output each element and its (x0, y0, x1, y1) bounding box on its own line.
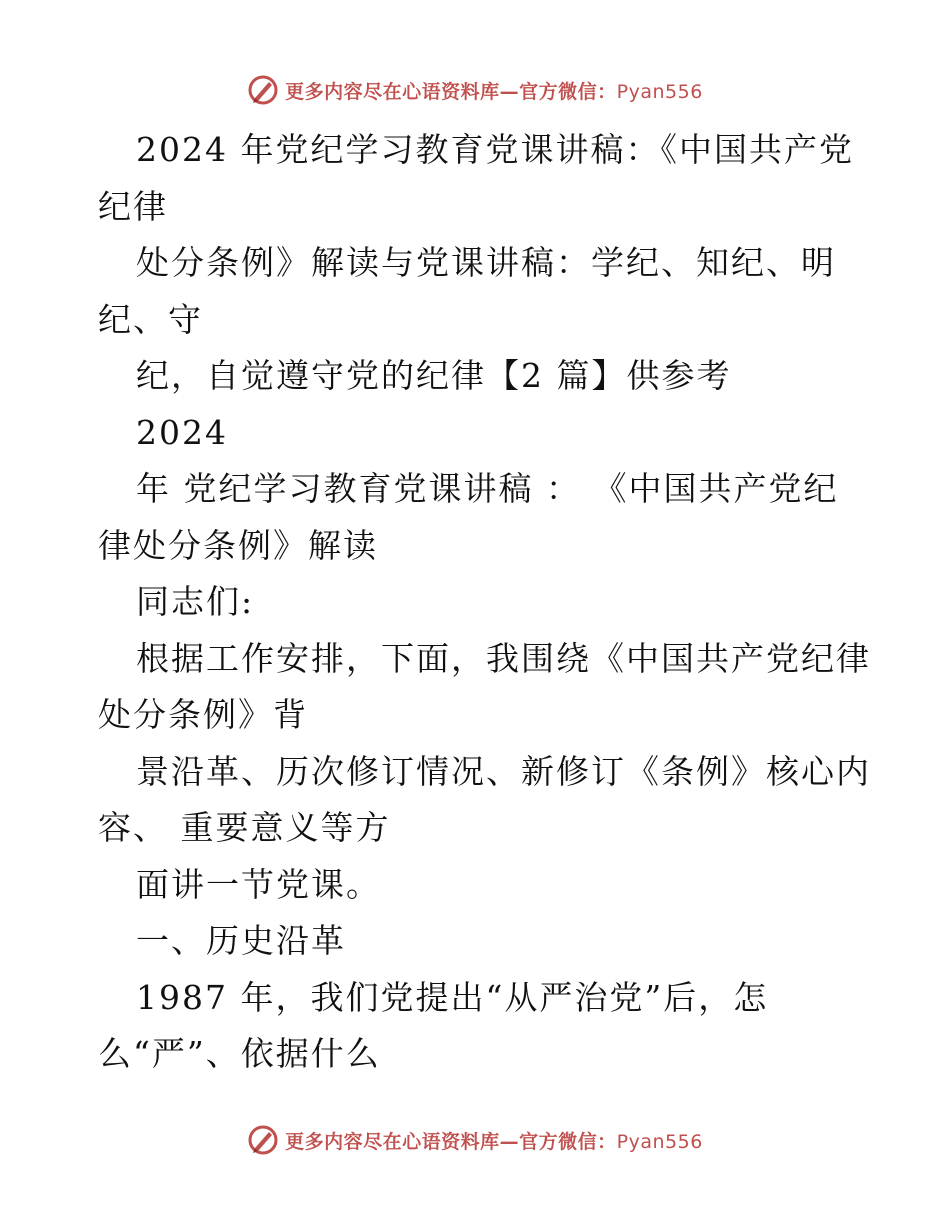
text-line: 律处分条例》解读 (98, 525, 378, 565)
text-line: 纪、守 (98, 299, 203, 339)
header-banner (0, 70, 950, 110)
banner-label: 更多内容尽在心语资料库—官方微信： (285, 1130, 617, 1153)
text-line: 容、 重要意义等方 (98, 808, 391, 847)
text-line: 根据工作安排，下面，我围绕《中国共产党纪律 (136, 638, 871, 678)
text-line: 景沿革、历次修订情况、新修订《条例》核心内 (136, 751, 871, 791)
wechat-id: Pyan556 (616, 1130, 703, 1153)
text-line: 纪律 (98, 186, 168, 226)
text-line: 2024 年党纪学习教育党课讲稿：《中国共产党 (136, 130, 854, 169)
text-line: 面讲一节党课。 (136, 864, 381, 904)
pen-logo-icon (247, 1124, 279, 1156)
footer-banner (0, 1120, 950, 1160)
wechat-id: Pyan556 (616, 80, 703, 103)
text-line: 么“严”、依据什么 (98, 1034, 381, 1073)
banner-text (285, 77, 703, 104)
banner-label: 更多内容尽在心语资料库—官方微信： (285, 80, 617, 103)
text-line: 年 党纪学习教育党课讲稿 ： 《中国共产党纪 (136, 469, 839, 508)
text-line: 1987 年，我们党提出“从严治党”后，怎 (136, 977, 769, 1017)
document-body (98, 122, 871, 1083)
text-line: 纪，自觉遵守党的纪律【2 篇】供参考 (136, 356, 732, 395)
text-line: 一、历史沿革 (136, 921, 346, 960)
text-line: 同志们: (136, 582, 255, 621)
text-line: 处分条例》解读与党课讲稿：学纪、知纪、明 (136, 243, 836, 282)
banner-text (285, 1127, 703, 1154)
text-line: 处分条例》背 (98, 695, 308, 734)
text-line: 2024 (136, 412, 228, 452)
pen-logo-icon (247, 74, 279, 106)
